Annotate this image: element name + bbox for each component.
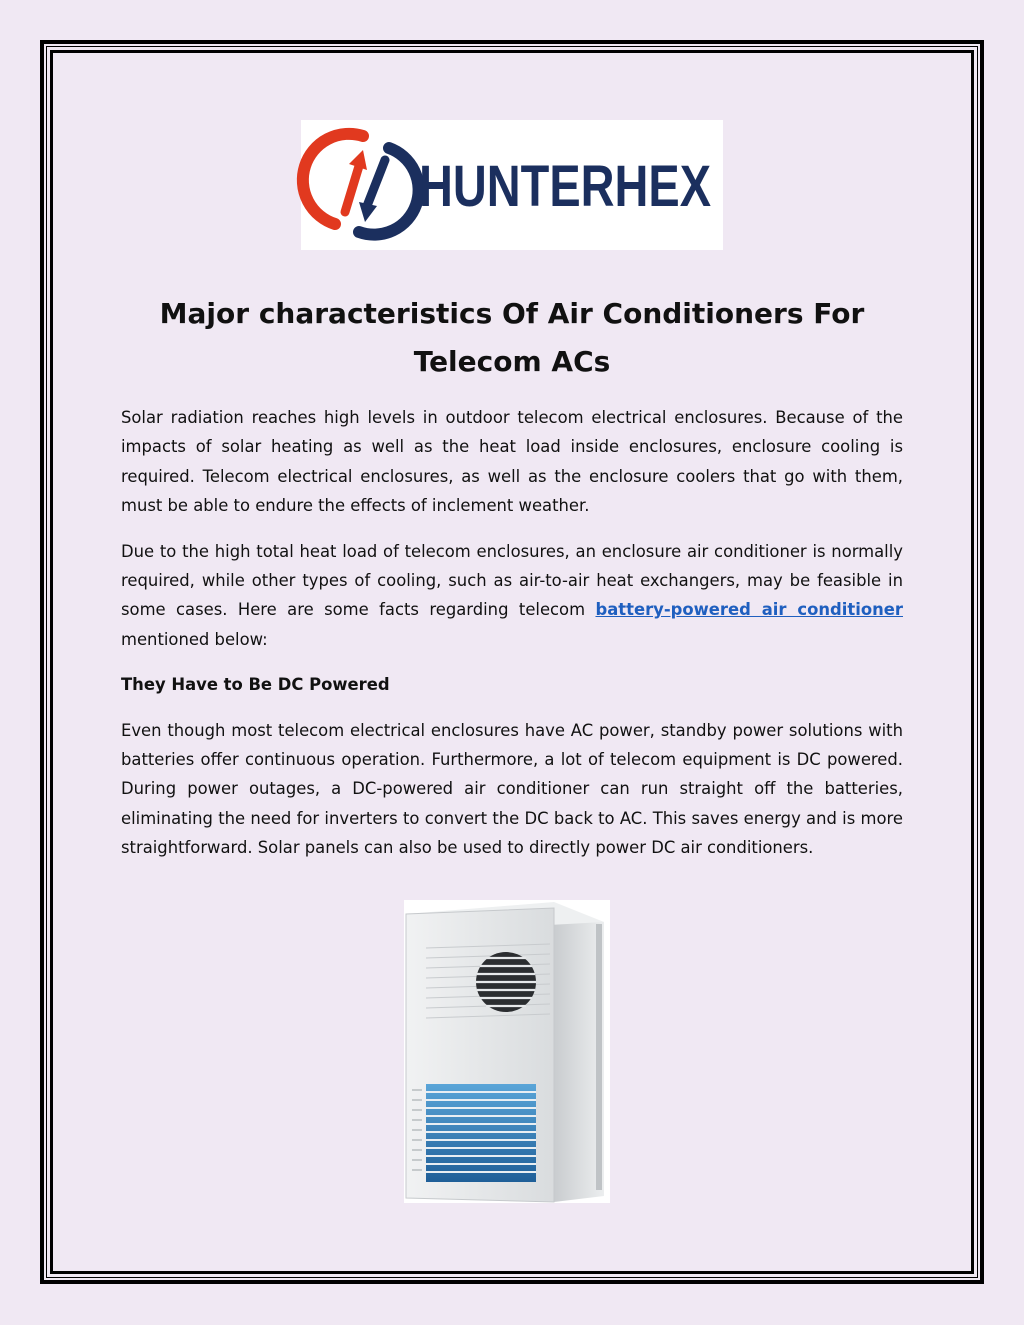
page-title	[120, 290, 904, 386]
page-title-line2: Telecom ACs	[413, 345, 611, 378]
hunterhex-arrow-logo-icon	[301, 120, 723, 250]
paragraph-heat-load-tail: mentioned below:	[121, 629, 268, 649]
article-body	[121, 403, 903, 879]
paragraph-solar-radiation: Solar radiation reaches high levels in outdoor telecom electrical enclosures. Because of the impacts of solar heating as well as the heat load inside enclosures, enclosure cooling is required. Telecom electrical enclosures, as well as the enclosure coolers that go with them, must be able to endure the effects of inclement weather.	[121, 408, 903, 516]
paragraph-heat-load	[121, 537, 903, 655]
logo-brand-text: HUNTERHEX	[419, 154, 712, 219]
page-title-line1: Major characteristics Of Air Conditioners For	[159, 297, 865, 330]
hunterhex-logo	[301, 120, 723, 250]
enclosure-air-conditioner-image-icon	[404, 900, 610, 1203]
battery-powered-ac-link[interactable]: battery-powered air conditioner	[595, 600, 903, 620]
paragraph-heat-load-text: Due to the high total heat load of telecom enclosures, an enclosure air conditioner is normally required, while other types of cooling, such as air-to-air heat exchangers, may be feasible in some cases. Here are some facts regarding telecom	[121, 541, 903, 620]
paragraph-dc-powered: Even though most telecom electrical enclosures have AC power, standby power solutions with batteries offer continuous operation. Furthermore, a lot of telecom equipment is DC powered. During power outages, a DC-powered air conditioner can run straight off the batteries, eliminating the need for inverters to convert the DC back to AC. This saves energy and is more straightforward. Solar panels can also be used to directly power DC air conditioners.	[121, 720, 903, 858]
product-image	[404, 900, 610, 1203]
section-subheading: They Have to Be DC Powered	[121, 675, 390, 695]
